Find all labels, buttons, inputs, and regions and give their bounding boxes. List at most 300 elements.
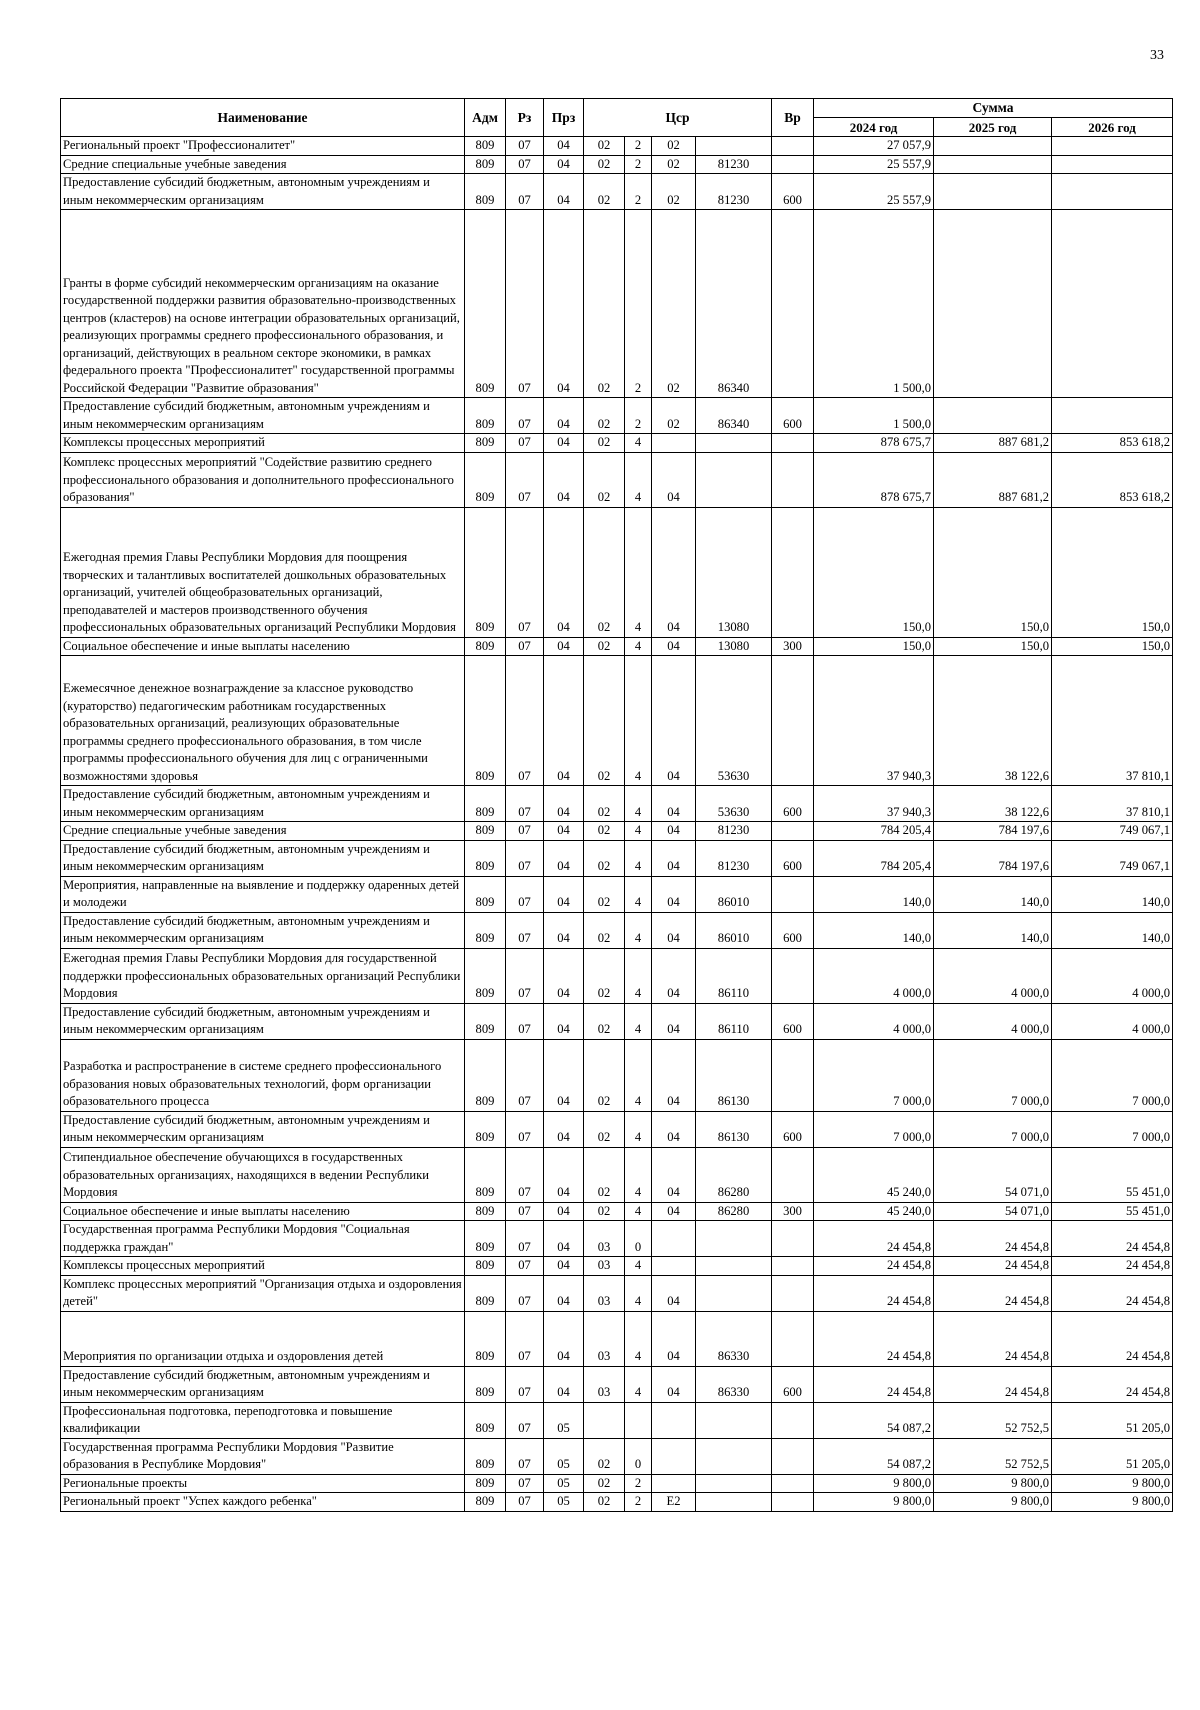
cell-rz: 07 [506,174,544,210]
cell-adm: 809 [465,1257,506,1276]
cell-csr-direction: 86330 [696,1366,772,1402]
cell-csr-event: 04 [652,786,696,822]
cell-name: Комплексы процессных мероприятий [61,434,465,453]
cell-sum-2024: 4 000,0 [814,948,934,1003]
cell-vr: 600 [772,174,814,210]
cell-sum-2024: 7 000,0 [814,1111,934,1147]
cell-vr [772,155,814,174]
cell-sum-2025: 38 122,6 [934,786,1052,822]
cell-sum-2024: 1 500,0 [814,398,934,434]
cell-sum-2024: 150,0 [814,637,934,656]
table-row [61,1221,1173,1257]
cell-vr [772,1039,814,1111]
cell-csr-event: 04 [652,822,696,841]
cell-csr-type [625,1402,652,1438]
cell-sum-2025 [934,398,1052,434]
cell-adm: 809 [465,174,506,210]
cell-sum-2024: 54 087,2 [814,1402,934,1438]
cell-rz: 07 [506,786,544,822]
cell-csr-direction [696,1438,772,1474]
cell-csr-type: 2 [625,398,652,434]
cell-vr [772,137,814,156]
cell-sum-2026: 24 454,8 [1052,1366,1173,1402]
cell-prz: 04 [544,434,584,453]
cell-csr-type: 4 [625,507,652,637]
table-row [61,210,1173,398]
table-row [61,1402,1173,1438]
cell-csr-event [652,434,696,453]
cell-csr-program: 02 [584,452,625,507]
cell-csr-program: 02 [584,1111,625,1147]
cell-name: Социальное обеспечение и иные выплаты населению [61,1202,465,1221]
cell-sum-2024: 24 454,8 [814,1311,934,1366]
cell-sum-2026: 24 454,8 [1052,1275,1173,1311]
cell-sum-2025: 150,0 [934,637,1052,656]
cell-sum-2024: 54 087,2 [814,1438,934,1474]
cell-csr-event: 04 [652,1202,696,1221]
cell-prz: 04 [544,137,584,156]
cell-rz: 07 [506,656,544,786]
cell-rz: 07 [506,840,544,876]
table-row [61,912,1173,948]
cell-csr-event [652,1221,696,1257]
header-csr: Цср [584,99,772,137]
cell-csr-type: 4 [625,1366,652,1402]
cell-sum-2025: 9 800,0 [934,1474,1052,1493]
cell-rz: 07 [506,876,544,912]
table-row [61,840,1173,876]
cell-csr-direction: 86130 [696,1111,772,1147]
cell-prz: 04 [544,155,584,174]
cell-sum-2024: 24 454,8 [814,1366,934,1402]
cell-csr-type: 4 [625,1311,652,1366]
cell-csr-direction: 81230 [696,155,772,174]
cell-sum-2025: 24 454,8 [934,1221,1052,1257]
cell-csr-type: 2 [625,174,652,210]
cell-vr [772,656,814,786]
cell-rz: 07 [506,452,544,507]
cell-sum-2026: 7 000,0 [1052,1039,1173,1111]
cell-csr-event: 02 [652,398,696,434]
cell-vr: 600 [772,840,814,876]
cell-vr [772,1221,814,1257]
cell-csr-event: 04 [652,656,696,786]
cell-adm: 809 [465,786,506,822]
cell-sum-2026: 9 800,0 [1052,1493,1173,1512]
cell-rz: 07 [506,507,544,637]
cell-adm: 809 [465,1311,506,1366]
cell-vr: 600 [772,1366,814,1402]
cell-csr-event [652,1402,696,1438]
cell-prz: 04 [544,1311,584,1366]
cell-name: Региональный проект "Успех каждого ребенка" [61,1493,465,1512]
cell-sum-2026: 4 000,0 [1052,948,1173,1003]
cell-csr-direction [696,1493,772,1512]
cell-rz: 07 [506,1202,544,1221]
cell-csr-event: 04 [652,637,696,656]
table-row [61,1257,1173,1276]
cell-vr [772,452,814,507]
cell-csr-program: 02 [584,637,625,656]
cell-csr-type: 2 [625,210,652,398]
budget-table-body [61,137,1173,1512]
table-row [61,1039,1173,1111]
header-name: Наименование [61,99,465,137]
cell-name: Средние специальные учебные заведения [61,822,465,841]
cell-csr-program: 02 [584,1493,625,1512]
cell-sum-2025: 887 681,2 [934,452,1052,507]
cell-csr-event: Е2 [652,1493,696,1512]
cell-sum-2026: 9 800,0 [1052,1474,1173,1493]
table-row [61,822,1173,841]
cell-rz: 07 [506,1039,544,1111]
cell-prz: 04 [544,948,584,1003]
budget-table [60,98,1173,1512]
cell-adm: 809 [465,434,506,453]
table-row [61,1311,1173,1366]
cell-sum-2024: 24 454,8 [814,1221,934,1257]
cell-rz: 07 [506,822,544,841]
cell-csr-event: 04 [652,1275,696,1311]
cell-csr-event: 04 [652,876,696,912]
cell-vr: 600 [772,786,814,822]
cell-adm: 809 [465,1039,506,1111]
cell-csr-type: 4 [625,656,652,786]
cell-csr-program: 02 [584,155,625,174]
table-row [61,434,1173,453]
cell-adm: 809 [465,876,506,912]
cell-sum-2024: 37 940,3 [814,656,934,786]
cell-adm: 809 [465,840,506,876]
cell-csr-direction: 53630 [696,656,772,786]
cell-csr-program: 02 [584,1474,625,1493]
cell-rz: 07 [506,1493,544,1512]
cell-prz: 04 [544,656,584,786]
cell-csr-type: 4 [625,840,652,876]
table-row [61,1147,1173,1202]
cell-sum-2025: 784 197,6 [934,840,1052,876]
cell-sum-2025: 140,0 [934,876,1052,912]
cell-sum-2025: 4 000,0 [934,1003,1052,1039]
cell-vr: 300 [772,1202,814,1221]
cell-sum-2025: 887 681,2 [934,434,1052,453]
cell-sum-2026: 4 000,0 [1052,1003,1173,1039]
cell-sum-2025 [934,155,1052,174]
cell-rz: 07 [506,1438,544,1474]
cell-sum-2026: 150,0 [1052,507,1173,637]
cell-sum-2024: 45 240,0 [814,1202,934,1221]
cell-sum-2025: 24 454,8 [934,1311,1052,1366]
table-row [61,876,1173,912]
header-row [61,99,1173,118]
cell-csr-event: 04 [652,912,696,948]
cell-csr-event [652,1438,696,1474]
cell-vr [772,507,814,637]
cell-csr-event: 04 [652,452,696,507]
cell-adm: 809 [465,1147,506,1202]
cell-prz: 05 [544,1493,584,1512]
cell-sum-2026: 55 451,0 [1052,1202,1173,1221]
cell-name: Государственная программа Республики Мордовия "Социальная поддержка граждан" [61,1221,465,1257]
cell-name: Стипендиальное обеспечение обучающихся в государственных образовательных организациях, находящихся в ведении Республики Мордовия [61,1147,465,1202]
cell-prz: 05 [544,1402,584,1438]
cell-name: Государственная программа Республики Мордовия "Развитие образования в Республике Мордовия" [61,1438,465,1474]
cell-sum-2026: 51 205,0 [1052,1402,1173,1438]
cell-csr-event: 02 [652,174,696,210]
cell-sum-2025: 9 800,0 [934,1493,1052,1512]
cell-sum-2026: 24 454,8 [1052,1221,1173,1257]
cell-sum-2025: 150,0 [934,507,1052,637]
cell-csr-direction: 81230 [696,840,772,876]
cell-vr [772,876,814,912]
cell-sum-2024: 784 205,4 [814,840,934,876]
cell-vr: 600 [772,1111,814,1147]
cell-name: Предоставление субсидий бюджетным, автономным учреждениям и иным некоммерческим организациям [61,1111,465,1147]
cell-rz: 07 [506,1257,544,1276]
cell-sum-2025: 24 454,8 [934,1275,1052,1311]
cell-sum-2026 [1052,210,1173,398]
cell-vr [772,1311,814,1366]
cell-csr-direction: 86110 [696,1003,772,1039]
cell-sum-2024: 7 000,0 [814,1039,934,1111]
cell-sum-2026: 24 454,8 [1052,1311,1173,1366]
header-vr: Вр [772,99,814,137]
cell-sum-2025: 52 752,5 [934,1438,1052,1474]
cell-csr-program: 02 [584,1039,625,1111]
cell-rz: 07 [506,1311,544,1366]
cell-name: Мероприятия по организации отдыха и оздоровления детей [61,1311,465,1366]
cell-vr [772,1438,814,1474]
table-row [61,398,1173,434]
cell-sum-2026: 749 067,1 [1052,822,1173,841]
cell-csr-direction: 86340 [696,398,772,434]
cell-csr-program: 02 [584,174,625,210]
cell-name: Ежегодная премия Главы Республики Мордовия для государственной поддержки профессиональных образовательных организаций Республики Мордовия [61,948,465,1003]
cell-csr-program: 02 [584,1003,625,1039]
cell-sum-2026 [1052,137,1173,156]
cell-csr-event: 02 [652,137,696,156]
table-row [61,1474,1173,1493]
cell-vr [772,948,814,1003]
cell-csr-type: 4 [625,1275,652,1311]
cell-csr-type: 2 [625,1493,652,1512]
cell-sum-2024: 24 454,8 [814,1275,934,1311]
cell-adm: 809 [465,1202,506,1221]
cell-csr-direction [696,137,772,156]
table-row [61,507,1173,637]
header-rz: Рз [506,99,544,137]
cell-prz: 04 [544,637,584,656]
cell-rz: 07 [506,1275,544,1311]
table-row [61,1003,1173,1039]
cell-csr-direction [696,452,772,507]
cell-name: Предоставление субсидий бюджетным, автономным учреждениям и иным некоммерческим организациям [61,840,465,876]
cell-prz: 04 [544,398,584,434]
cell-sum-2026: 853 618,2 [1052,434,1173,453]
cell-name: Профессиональная подготовка, переподготовка и повышение квалификации [61,1402,465,1438]
cell-csr-type: 4 [625,1003,652,1039]
cell-sum-2025: 54 071,0 [934,1147,1052,1202]
cell-rz: 07 [506,948,544,1003]
cell-prz: 04 [544,912,584,948]
cell-csr-program: 02 [584,948,625,1003]
cell-prz: 04 [544,1275,584,1311]
cell-prz: 04 [544,210,584,398]
cell-sum-2026: 853 618,2 [1052,452,1173,507]
cell-csr-program: 02 [584,1202,625,1221]
cell-csr-direction: 13080 [696,507,772,637]
cell-csr-direction [696,1402,772,1438]
cell-name: Комплекс процессных мероприятий "Организация отдыха и оздоровления детей" [61,1275,465,1311]
cell-csr-program: 02 [584,398,625,434]
cell-csr-direction [696,1474,772,1493]
cell-sum-2025 [934,210,1052,398]
cell-csr-direction: 13080 [696,637,772,656]
cell-rz: 07 [506,912,544,948]
cell-adm: 809 [465,507,506,637]
cell-vr [772,1474,814,1493]
cell-prz: 04 [544,1039,584,1111]
cell-csr-event: 04 [652,1039,696,1111]
cell-adm: 809 [465,1402,506,1438]
cell-csr-program: 02 [584,1147,625,1202]
cell-csr-event: 04 [652,1003,696,1039]
cell-sum-2025 [934,174,1052,210]
table-row [61,452,1173,507]
table-row [61,1202,1173,1221]
cell-sum-2025: 4 000,0 [934,948,1052,1003]
cell-prz: 04 [544,1147,584,1202]
cell-csr-direction: 86110 [696,948,772,1003]
cell-csr-program: 03 [584,1311,625,1366]
cell-csr-program: 02 [584,840,625,876]
header-2025: 2025 год [934,118,1052,137]
table-row [61,1275,1173,1311]
cell-sum-2026: 24 454,8 [1052,1257,1173,1276]
cell-name: Комплекс процессных мероприятий "Содействие развитию среднего профессионального образования и дополнительного профессионального образования" [61,452,465,507]
cell-adm: 809 [465,1275,506,1311]
cell-sum-2024: 9 800,0 [814,1474,934,1493]
cell-sum-2024: 24 454,8 [814,1257,934,1276]
cell-csr-program: 02 [584,656,625,786]
cell-rz: 07 [506,434,544,453]
cell-adm: 809 [465,398,506,434]
cell-csr-type: 4 [625,1202,652,1221]
table-row [61,1366,1173,1402]
cell-name: Ежемесячное денежное вознаграждение за классное руководство (кураторство) педагогическим работникам государственных образовательных организаций, реализующих образовательные программы среднего профессионального образования, в том числе программы профессионального обучения для лиц с ограниченными возможностями здоровья [61,656,465,786]
cell-adm: 809 [465,1474,506,1493]
cell-csr-direction [696,1275,772,1311]
table-row [61,174,1173,210]
cell-name: Региональный проект "Профессионалитет" [61,137,465,156]
cell-csr-type: 0 [625,1221,652,1257]
cell-adm: 809 [465,656,506,786]
cell-name: Комплексы процессных мероприятий [61,1257,465,1276]
cell-prz: 04 [544,1111,584,1147]
cell-prz: 04 [544,1257,584,1276]
cell-csr-event: 02 [652,155,696,174]
cell-sum-2024: 878 675,7 [814,452,934,507]
cell-csr-program: 02 [584,137,625,156]
cell-csr-program: 02 [584,912,625,948]
cell-csr-direction: 81230 [696,174,772,210]
cell-sum-2024: 45 240,0 [814,1147,934,1202]
cell-prz: 05 [544,1438,584,1474]
cell-csr-direction [696,1257,772,1276]
cell-adm: 809 [465,912,506,948]
page-number: 33 [1150,48,1164,63]
cell-csr-type: 2 [625,1474,652,1493]
cell-csr-program [584,1402,625,1438]
cell-adm: 809 [465,210,506,398]
cell-name: Средние специальные учебные заведения [61,155,465,174]
cell-vr [772,1257,814,1276]
cell-prz: 04 [544,822,584,841]
cell-csr-event: 02 [652,210,696,398]
cell-vr [772,1493,814,1512]
cell-adm: 809 [465,1366,506,1402]
cell-name: Предоставление субсидий бюджетным, автономным учреждениям и иным некоммерческим организациям [61,1003,465,1039]
cell-vr: 600 [772,912,814,948]
cell-sum-2024: 140,0 [814,876,934,912]
cell-rz: 07 [506,1003,544,1039]
cell-csr-program: 02 [584,1438,625,1474]
cell-sum-2024: 37 940,3 [814,786,934,822]
cell-vr [772,1147,814,1202]
cell-prz: 04 [544,452,584,507]
cell-rz: 07 [506,137,544,156]
cell-csr-program: 03 [584,1221,625,1257]
cell-csr-program: 03 [584,1275,625,1311]
cell-sum-2024: 27 057,9 [814,137,934,156]
cell-prz: 04 [544,1366,584,1402]
cell-prz: 04 [544,1221,584,1257]
cell-csr-type: 4 [625,948,652,1003]
cell-sum-2026: 51 205,0 [1052,1438,1173,1474]
table-row [61,1111,1173,1147]
cell-sum-2024: 4 000,0 [814,1003,934,1039]
cell-rz: 07 [506,398,544,434]
cell-adm: 809 [465,822,506,841]
cell-sum-2024: 150,0 [814,507,934,637]
cell-csr-type: 4 [625,786,652,822]
cell-csr-direction: 81230 [696,822,772,841]
cell-csr-event: 04 [652,1147,696,1202]
cell-name: Ежегодная премия Главы Республики Мордовия для поощрения творческих и талантливых воспитателей дошкольных образовательных организаций, учителей общеобразовательных организаций, преподавателей и мастеров производственного обучения профессиональных образовательных организаций Республики Мордовия [61,507,465,637]
cell-rz: 07 [506,1111,544,1147]
cell-csr-type: 2 [625,137,652,156]
table-row [61,637,1173,656]
cell-vr: 600 [772,1003,814,1039]
cell-sum-2025: 7 000,0 [934,1111,1052,1147]
cell-name: Социальное обеспечение и иные выплаты населению [61,637,465,656]
cell-rz: 07 [506,155,544,174]
cell-csr-type: 4 [625,1257,652,1276]
cell-rz: 07 [506,1221,544,1257]
cell-csr-direction [696,1221,772,1257]
table-row [61,137,1173,156]
cell-name: Предоставление субсидий бюджетным, автономным учреждениям и иным некоммерческим организациям [61,786,465,822]
cell-adm: 809 [465,1003,506,1039]
cell-sum-2026: 37 810,1 [1052,786,1173,822]
cell-csr-event: 04 [652,840,696,876]
table-row [61,1493,1173,1512]
cell-csr-direction: 86280 [696,1147,772,1202]
cell-name: Предоставление субсидий бюджетным, автономным учреждениям и иным некоммерческим организациям [61,912,465,948]
cell-csr-direction: 86010 [696,912,772,948]
cell-sum-2025: 7 000,0 [934,1039,1052,1111]
cell-sum-2026 [1052,174,1173,210]
